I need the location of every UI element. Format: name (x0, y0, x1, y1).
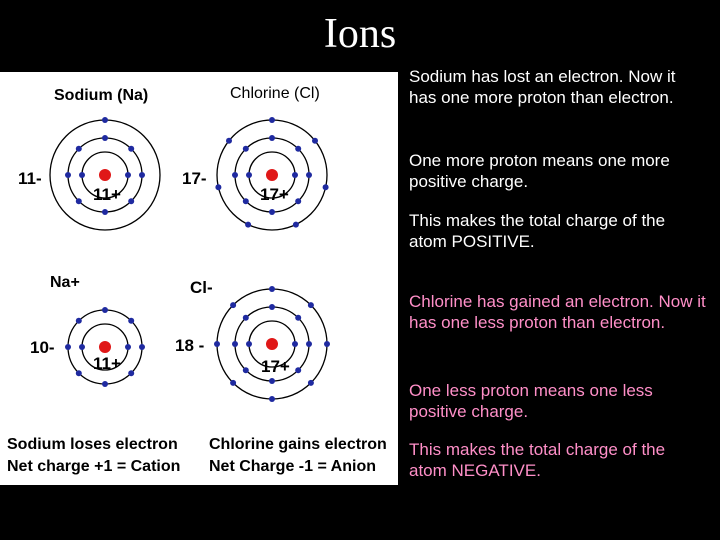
sodium-caption-line1: Sodium loses electron (7, 436, 178, 453)
electron (79, 344, 85, 350)
chlorine-proton-count: 17+ (260, 185, 289, 204)
electron (139, 172, 145, 178)
electron (306, 341, 312, 347)
chlorine-caption-line1: Chlorine gains electron (209, 436, 387, 453)
electron (308, 380, 314, 386)
sodium-electron-count: 11- (18, 169, 42, 188)
electron (102, 209, 108, 215)
electron (102, 117, 108, 123)
chlorine-atom (215, 117, 328, 230)
electron (76, 318, 82, 324)
electron (243, 315, 249, 321)
chlorine-paragraph-1: Chlorine has gained an electron. Now it has one less proton than electron. (409, 292, 706, 332)
electron (269, 286, 275, 292)
electron (76, 370, 82, 376)
sodium-ion (65, 307, 145, 387)
electron (246, 341, 252, 347)
electron (295, 367, 301, 373)
electron (269, 135, 275, 141)
electron (323, 184, 329, 190)
sodium-paragraph-3: This makes the total charge of the atom POSITIVE. (409, 211, 666, 251)
electron (293, 222, 299, 228)
sodium-ion-proton-count: 11+ (93, 354, 121, 373)
sodium-paragraph-1: Sodium has lost an electron. Now it has one more proton than electron. (409, 67, 676, 107)
electron (128, 318, 134, 324)
electron (246, 172, 252, 178)
electron (243, 146, 249, 152)
sodium-ion-nucleus (99, 341, 111, 353)
electron (308, 302, 314, 308)
electron (102, 307, 108, 313)
electron (214, 341, 220, 347)
electron (76, 146, 82, 152)
chlorine-paragraph-2: One less proton means one less positive charge. (409, 381, 653, 421)
chlorine-caption-line2: Net Charge -1 = Anion (209, 458, 376, 475)
electron (269, 209, 275, 215)
chlorine-nucleus (266, 169, 278, 181)
electron (230, 302, 236, 308)
electron (269, 396, 275, 402)
electron (102, 135, 108, 141)
sodium-nucleus (99, 169, 111, 181)
electron (312, 138, 318, 144)
electron (243, 198, 249, 204)
electron (232, 172, 238, 178)
chlorine-title: Chlorine (Cl) (230, 85, 320, 102)
electron (243, 367, 249, 373)
electron (128, 146, 134, 152)
ion-diagram (0, 72, 398, 485)
electron (128, 198, 134, 204)
electron (292, 172, 298, 178)
electron (226, 138, 232, 144)
electron (102, 381, 108, 387)
electron (125, 344, 131, 350)
electron (215, 184, 221, 190)
electron (269, 304, 275, 310)
electron (269, 378, 275, 384)
sodium-ion-title: Na+ (50, 274, 80, 291)
electron (295, 315, 301, 321)
electron (76, 198, 82, 204)
sodium-proton-count: 11+ (93, 185, 121, 204)
electron (79, 172, 85, 178)
electron (65, 344, 71, 350)
chloride-ion-proton-count: 17+ (261, 357, 290, 376)
chlorine-electron-count: 17- (182, 169, 207, 188)
electron (295, 146, 301, 152)
chloride-ion-electron-count: 18 - (175, 336, 205, 355)
sodium-caption-line2: Net charge +1 = Cation (7, 458, 181, 475)
electron (324, 341, 330, 347)
electron (139, 344, 145, 350)
electron (232, 341, 238, 347)
electron (295, 198, 301, 204)
electron (65, 172, 71, 178)
sodium-ion-electron-count: 10- (30, 338, 55, 357)
sodium-atom (50, 117, 160, 230)
sodium-title: Sodium (Na) (54, 87, 149, 104)
electron (269, 117, 275, 123)
slide-title: Ions (323, 11, 397, 57)
electron (292, 341, 298, 347)
sodium-paragraph-2: One more proton means one more positive charge. (409, 151, 670, 191)
electron (306, 172, 312, 178)
electron (230, 380, 236, 386)
chloride-ion-nucleus (266, 338, 278, 350)
chloride-ion (214, 286, 330, 402)
chlorine-paragraph-3: This makes the total charge of the atom NEGATIVE. (409, 440, 666, 480)
electron (125, 172, 131, 178)
electron (128, 370, 134, 376)
electron (245, 222, 251, 228)
chloride-ion-title: Cl- (190, 278, 213, 297)
atom-diagrams-svg (0, 72, 398, 485)
